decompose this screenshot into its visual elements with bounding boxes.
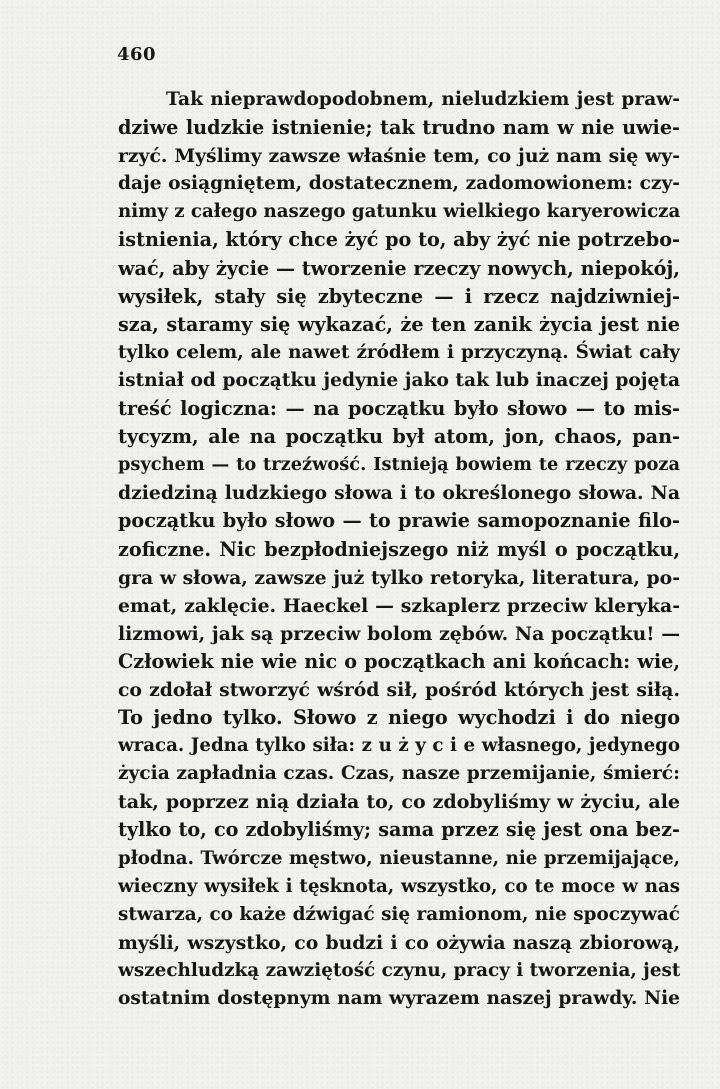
text-line: nimy z całego naszego gatunku wielkiego karyerowicza [118,201,680,223]
text-line: gra w słowa, zawsze już tylko retoryka, literatura, po- [118,566,680,589]
text-line: myśli, wszystko, co budzi i co ożywia naszą zbiorową, [118,931,680,954]
text-line: psychem — to trzeźwość. Istnieją bowiem te rzeczy poza [118,454,680,476]
text-line: tak, poprzez nią działa to, co zdobyliśmy w życiu, ale [118,791,680,814]
text-line: Tak nieprawdopodobnem, nieludzkiem jest praw- [166,89,680,110]
text-line: ostatnim dostępnym nam wyrazem naszej prawdy. Nie [118,988,680,1009]
text-line: Człowiek nie wie nic o początkach ani końcach: wie, [118,649,680,673]
text-line: daje osiągniętem, dostatecznem, zadomowionem: czy- [118,173,680,195]
text-line: wać, aby życie — tworzenie rzeczy nowych, niepokój, [118,256,680,280]
text-line: życia zapładnia czas. Czas, nasze przemijanie, śmierć: [118,763,680,785]
text-line: To jedno tylko. Słowo z niego wychodzi i do niego [118,706,680,730]
text-line: emat, zaklęcie. Haeckel — szkaplerz przeciw kleryka- [118,594,680,617]
text-line: lizmowi, jak są przeciw bolom zębów. Na początku! — [118,622,680,645]
text-line: istnienia, który chce żyć po to, aby żyć nie potrzebo- [118,228,680,252]
text-line: tylko celem, ale nawet źródłem i przyczyną. Świat cały [118,341,680,363]
text-line: tycyzm, ale na początku był atom, jon, chaos, pan- [118,425,680,449]
text-line: dziwe ludzkie istnienie; tak trudno nam w nie uwie- [118,116,680,140]
text-line: wraca. Jedna tylko siła: z u ż y c i e własnego, jedynego [118,735,680,757]
page-number: 460 [117,44,157,65]
text-line: sza, staramy się wykazać, że ten zanik życia jest nie [118,312,680,336]
text-line: wieczny wysiłek i tęsknota, wszystko, co te moce w nas [118,875,680,897]
text-line: treść logiczna: — na początku było słowo — to mis- [118,397,680,421]
text-line: tylko to, co zdobyliśmy; sama przez się jest ona bez- [118,818,680,842]
text-line: dziedziną ludzkiego słowa i to określonego słowa. Na [118,482,680,505]
body-text [118,86,680,1013]
text-line: istniał od początku jedynie jako tak lub inaczej pojęta [118,369,680,391]
text-line: rzyć. Myślimy zawsze właśnie tem, co już nam się wy- [118,145,680,168]
text-line: wysiłek, stały się zbyteczne — i rzecz najdziwniej- [118,284,680,308]
text-line: co zdołał stworzyć wśród sił, pośród których jest siłą. [118,678,680,701]
text-line: stwarza, co każe dźwigać się ramionom, nie spoczywać [118,903,680,925]
text-line: zoficzne. Nic bezpłodniejszego niż myśl o początku, [118,537,680,561]
text-line: początku było słowo — to prawie samopoznanie filo- [118,509,680,533]
text-line: wszechludzką zawziętość czynu, pracy i tworzenia, jest [118,959,680,981]
text-line: płodna. Twórcze męstwo, nieustanne, nie przemijające, [118,847,680,869]
